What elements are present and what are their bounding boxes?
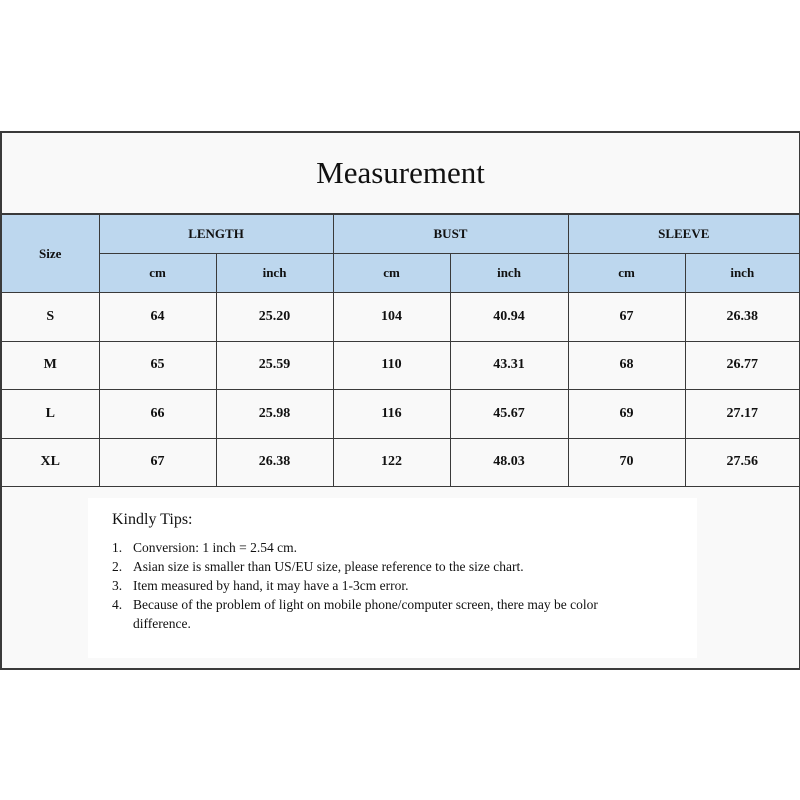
sleeve-inch-cell: 26.77 — [685, 341, 799, 390]
tips-box — [88, 498, 697, 658]
size-column-header: Size — [2, 215, 99, 293]
bust-inch-cell: 48.03 — [450, 438, 568, 487]
sleeve-cm-cell: 69 — [568, 390, 685, 439]
measurement-chart — [0, 131, 800, 670]
length-cm-cell: 67 — [99, 438, 216, 487]
unit-header-sleeve-cm: cm — [568, 254, 685, 293]
sleeve-inch-cell: 27.17 — [685, 390, 799, 439]
tips-title: Kindly Tips: — [112, 511, 193, 528]
unit-header-bust-cm: cm — [333, 254, 450, 293]
sleeve-cm-cell: 70 — [568, 438, 685, 487]
tips-list — [112, 538, 632, 633]
tip-number: 1. — [112, 540, 123, 555]
sleeve-cm-cell: 68 — [568, 341, 685, 390]
table-row — [2, 293, 799, 342]
size-cell: M — [2, 341, 99, 390]
length-cm-cell: 64 — [99, 293, 216, 342]
tip-number: 2. — [112, 559, 123, 574]
tip-text: Because of the problem of light on mobile phone/computer screen, there may be color difference. — [133, 597, 598, 631]
table-row — [2, 390, 799, 439]
unit-header-length-cm: cm — [99, 254, 216, 293]
chart-title: Measurement — [2, 133, 799, 215]
table-row — [2, 438, 799, 487]
bust-cm-cell: 122 — [333, 438, 450, 487]
sleeve-cm-cell: 67 — [568, 293, 685, 342]
length-inch-cell: 25.20 — [216, 293, 333, 342]
size-cell: XL — [2, 438, 99, 487]
group-header-sleeve: SLEEVE — [568, 215, 799, 254]
tip-number: 4. — [112, 597, 123, 612]
group-header-bust: BUST — [333, 215, 568, 254]
tip-text: Conversion: 1 inch = 2.54 cm. — [133, 540, 297, 555]
unit-header-bust-inch: inch — [450, 254, 568, 293]
bust-inch-cell: 45.67 — [450, 390, 568, 439]
sleeve-inch-cell: 27.56 — [685, 438, 799, 487]
tip-item — [112, 538, 632, 557]
sleeve-inch-cell: 26.38 — [685, 293, 799, 342]
length-cm-cell: 65 — [99, 341, 216, 390]
tip-number: 3. — [112, 578, 123, 593]
unit-header-sleeve-inch: inch — [685, 254, 799, 293]
bust-inch-cell: 43.31 — [450, 341, 568, 390]
tips-section — [2, 489, 799, 668]
tip-item — [112, 557, 632, 576]
table-row — [2, 341, 799, 390]
unit-header-length-inch: inch — [216, 254, 333, 293]
header-row-units — [2, 254, 799, 293]
bust-cm-cell: 104 — [333, 293, 450, 342]
size-cell: S — [2, 293, 99, 342]
size-table — [2, 215, 799, 487]
bust-cm-cell: 116 — [333, 390, 450, 439]
bust-inch-cell: 40.94 — [450, 293, 568, 342]
group-header-length: LENGTH — [99, 215, 333, 254]
bust-cm-cell: 110 — [333, 341, 450, 390]
header-row-groups — [2, 215, 799, 254]
length-cm-cell: 66 — [99, 390, 216, 439]
tip-text: Item measured by hand, it may have a 1-3cm error. — [133, 578, 409, 593]
length-inch-cell: 26.38 — [216, 438, 333, 487]
length-inch-cell: 25.59 — [216, 341, 333, 390]
tip-item — [112, 595, 632, 633]
length-inch-cell: 25.98 — [216, 390, 333, 439]
tip-item — [112, 576, 632, 595]
size-cell: L — [2, 390, 99, 439]
tip-text: Asian size is smaller than US/EU size, please reference to the size chart. — [133, 559, 524, 574]
